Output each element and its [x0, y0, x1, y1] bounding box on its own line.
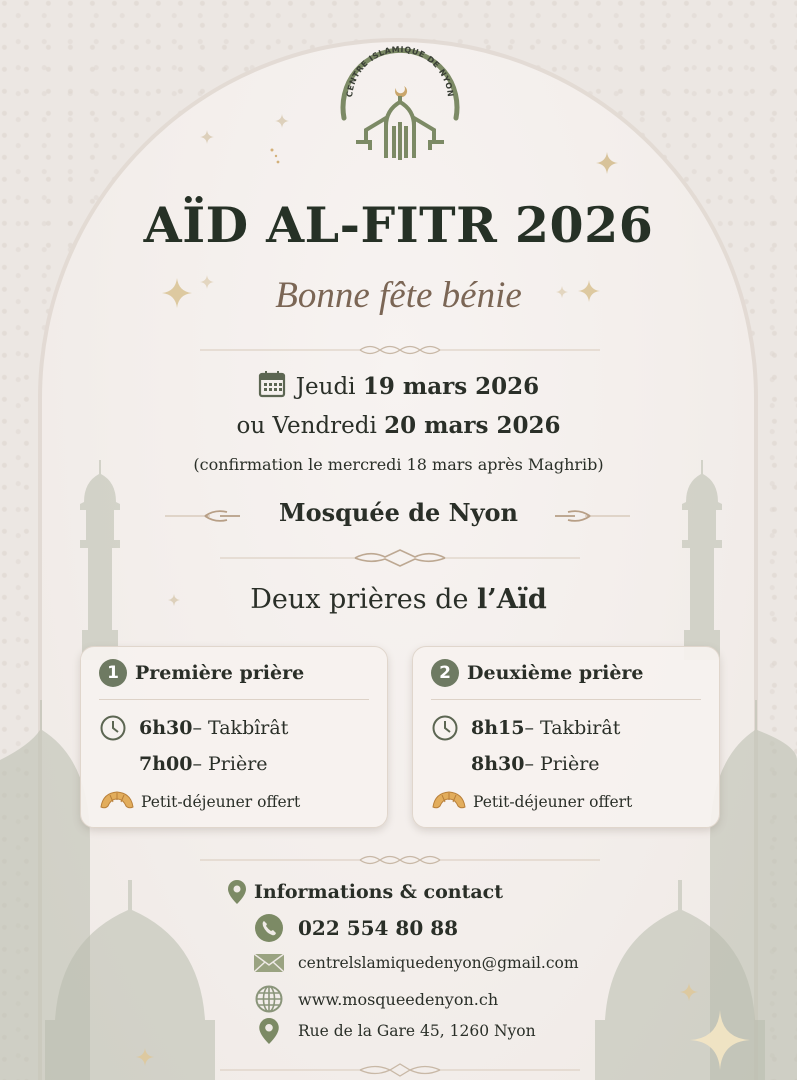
- prayers-heading-bold: l’Aïd: [477, 584, 547, 615]
- date-weekday: Jeudi: [295, 374, 363, 400]
- centre-islamique-logo: [330, 30, 470, 170]
- date-confirmation-note: (confirmation le mercredi 18 mars après Maghrib): [193, 455, 604, 474]
- date-value: 20 mars 2026: [384, 412, 561, 439]
- time-label: – Takbîrât: [192, 717, 289, 739]
- time-row: [99, 746, 369, 782]
- ornament-divider: [200, 850, 600, 870]
- prayers-heading: [0, 584, 797, 615]
- prayer-card-second: [412, 646, 720, 828]
- time-row: [431, 746, 701, 782]
- contact-email[interactable]: [254, 953, 579, 973]
- address-text: Rue de la Gare 45, 1260 Nyon: [298, 1022, 536, 1040]
- number-badge: 2: [431, 659, 459, 687]
- left-dome-silhouette-lower: [40, 880, 220, 1080]
- contact-website[interactable]: [254, 985, 498, 1013]
- clock-icon: [431, 714, 459, 742]
- phone-number[interactable]: 022 554 80 88: [298, 916, 459, 940]
- event-title: AÏD AL-FITR 2026: [143, 196, 654, 254]
- contact-address: [254, 1018, 536, 1044]
- left-minaret-silhouette: [70, 460, 130, 660]
- right-flourish: [555, 506, 630, 526]
- envelope-icon: [254, 953, 284, 973]
- date-weekday: ou Vendredi: [236, 413, 385, 439]
- time-label: – Takbirât: [524, 717, 621, 739]
- card-title: Deuxième prière: [467, 662, 644, 684]
- number-badge: 1: [99, 659, 127, 687]
- breakfast-row: [99, 784, 369, 820]
- event-subtitle: Bonne fête bénie: [275, 275, 522, 316]
- date-alternative: [0, 412, 797, 439]
- crescent-moon-icon: [232, 140, 282, 186]
- breakfast-row: [431, 784, 701, 820]
- prayers-heading-text: Deux prières de: [250, 584, 478, 615]
- sparkle-icon: [200, 130, 214, 144]
- card-divider: [99, 699, 369, 700]
- glow-sparkle-icon: [690, 1010, 750, 1070]
- time-row: [431, 710, 701, 746]
- sparkle-icon: [596, 152, 618, 174]
- email-address[interactable]: centrelslamiquedenyon@gmail.com: [298, 954, 579, 972]
- calendar-icon: [258, 370, 286, 398]
- clock-icon: [99, 714, 127, 742]
- sparkle-icon: [680, 983, 698, 1001]
- location-pin-icon: [228, 880, 246, 904]
- time-row: [99, 710, 369, 746]
- globe-icon: [255, 985, 283, 1013]
- prayer-card-first: [80, 646, 388, 828]
- croissant-icon: [431, 789, 467, 811]
- website-link[interactable]: www.mosqueedenyon.ch: [298, 989, 499, 1009]
- time-label: – Prière: [524, 753, 600, 775]
- svg-text:CENTRE ISLAMIQUE DE NYON: CENTRE ISLAMIQUE DE NYON: [345, 44, 456, 98]
- time-value: 8h15: [471, 717, 525, 739]
- location-pin-icon: [259, 1018, 279, 1044]
- breakfast-label: Petit-déjeuner offert: [473, 793, 633, 811]
- right-minaret-silhouette: [672, 460, 732, 660]
- ornament-divider: [200, 340, 600, 360]
- ornament-divider: [220, 548, 580, 568]
- breakfast-label: Petit-déjeuner offert: [141, 793, 301, 811]
- time-value: 8h30: [471, 753, 525, 775]
- contact-heading: [228, 880, 503, 904]
- card-divider: [431, 699, 701, 700]
- sparkle-icon: [136, 1048, 154, 1066]
- card-title: Première prière: [135, 662, 305, 684]
- date-primary: [0, 370, 797, 400]
- time-label: – Prière: [192, 753, 268, 775]
- time-value: 7h00: [139, 753, 193, 775]
- ornament-divider: [220, 1060, 580, 1080]
- contact-phone[interactable]: [254, 914, 458, 942]
- sparkle-icon: [275, 114, 289, 128]
- time-value: 6h30: [139, 717, 193, 739]
- phone-icon: [255, 914, 283, 942]
- croissant-icon: [99, 789, 135, 811]
- location-name: Mosquée de Nyon: [279, 498, 518, 527]
- contact-heading-text: Informations & contact: [254, 881, 504, 903]
- date-value: 19 mars 2026: [362, 373, 540, 400]
